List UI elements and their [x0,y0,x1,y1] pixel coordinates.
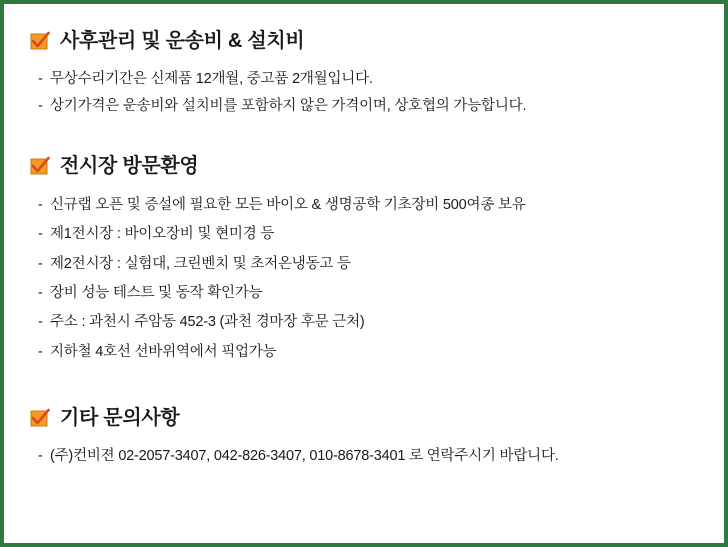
section-header [30,407,698,429]
list-item-text: 신규랩 오픈 및 증설에 필요한 모든 바이오 & 생명공학 기초장비 500여종 보유 [50,196,526,213]
list-item [38,66,698,93]
dash-marker: - [38,71,43,87]
dash-marker: - [38,284,43,301]
dash-marker: - [38,255,43,272]
dash-marker: - [38,98,43,115]
section-header [30,155,698,177]
list-item [38,191,698,220]
section-title: 사후관리 및 운송비 & 설치비 [60,30,305,52]
section-title: 기타 문의사항 [60,407,180,430]
bullet-list [30,66,698,121]
dash-marker: - [38,314,43,331]
section-title: 전시장 방문환영 [60,154,199,177]
list-item-text: 무상수리기간은 신제품 12개월, 중고품 2개월입니다. [50,71,373,87]
list-item [38,93,698,120]
list-item-text: 제1전시장 : 바이오장비 및 현미경 등 [50,226,275,243]
dash-marker: - [38,196,43,213]
list-item-text: 제2전시장 : 실험대, 크린벤치 및 초저온냉동고 등 [50,255,351,272]
list-item-text: 주소 : 과천시 주암동 452-3 (과천 경마장 후문 근처) [50,314,365,331]
dash-marker: - [38,448,43,465]
list-item [38,220,698,249]
section-aftercare [30,30,698,121]
list-item [38,279,698,308]
list-item [38,250,698,279]
orange-check-box-icon [30,408,50,428]
bullet-list [30,191,698,367]
list-item [38,308,698,337]
bullet-list [30,443,698,470]
dash-marker: - [38,343,43,360]
list-item [38,443,698,470]
dash-marker: - [38,226,43,243]
orange-check-box-icon [30,156,50,176]
section-showroom [30,155,698,367]
list-item [38,338,698,367]
list-item-text: 상기가격은 운송비와 설치비를 포함하지 않은 가격이며, 상호협의 가능합니다. [50,98,527,115]
list-item-text: 장비 성능 테스트 및 동작 확인가능 [50,284,263,301]
section-etc [30,407,698,470]
list-item-text: 지하철 4호선 선바위역에서 픽업가능 [50,343,277,360]
orange-check-box-icon [30,31,50,51]
list-item-text: (주)컨비젼 02-2057-3407, 042-826-3407, 010-8678-3401 로 연락주시기 바랍니다. [50,448,559,465]
section-header [30,30,698,52]
